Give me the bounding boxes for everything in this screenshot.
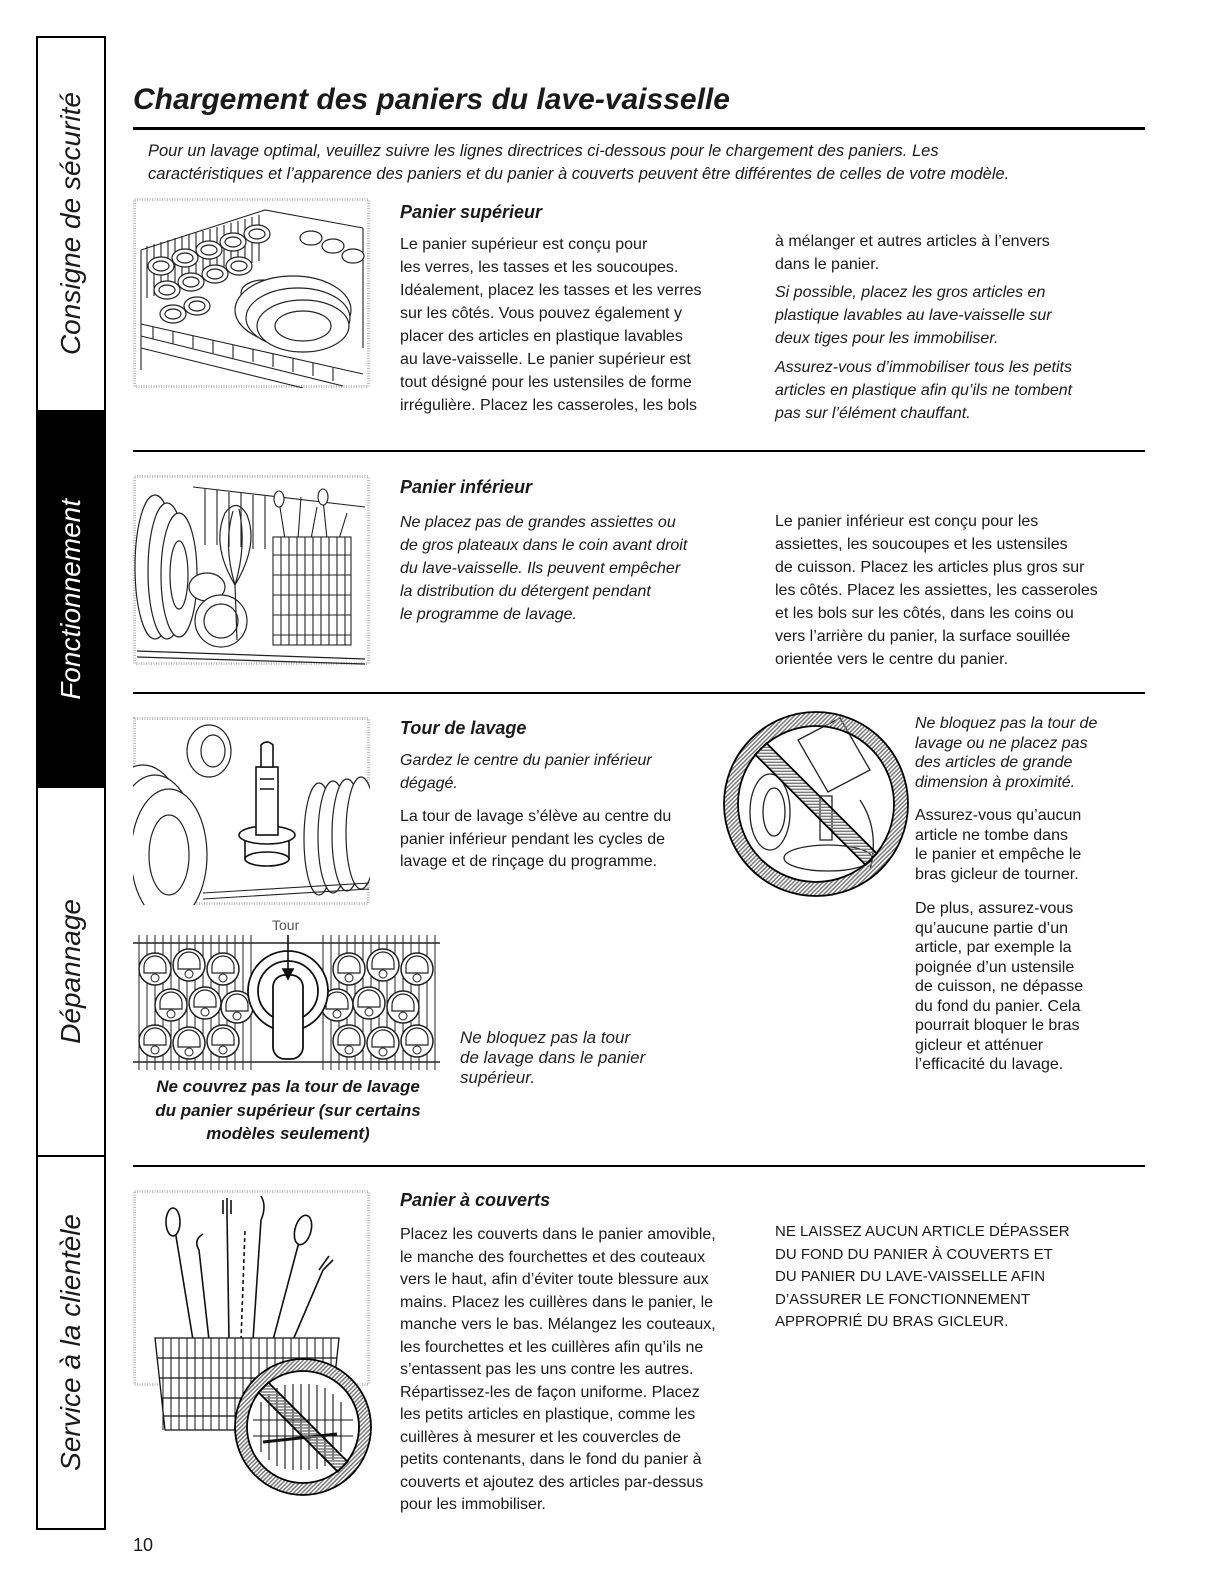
- wash-tower-protruding-items-note: De plus, assurez-vous qu’aucune partie d’un article, par exemple la poignée d’un ustensile de cuisson, ne dépasse du fond du panier. Cela pourrait bloquer le bras gicleur et atténuer l’efficacité du lavage.: [915, 900, 1084, 1073]
- no-blocking-tower-icon: [720, 700, 912, 907]
- silverware-basket-illustration: [133, 1190, 373, 1502]
- page-number: 10: [133, 1535, 154, 1555]
- cup: [187, 725, 231, 777]
- tab-consigne-de-securite: [38, 38, 104, 410]
- no-protruding-items-icon: [235, 1359, 371, 1495]
- upper-rack-heading: Panier supérieur: [400, 202, 543, 222]
- page-title: Chargement des paniers du lave-vaisselle: [133, 83, 730, 116]
- section-divider: [133, 450, 1145, 452]
- upper-rack-tower-top-view-illustration: [133, 935, 440, 1070]
- section-divider: [133, 1165, 1145, 1167]
- tab-label-service-a-la-clientele: Service à la clientèle: [55, 1214, 86, 1471]
- title-rule: [133, 127, 1145, 130]
- lower-rack-warning: Ne placez pas de grandes assiettes ou de gros plateaux dans le coin avant droit du lave-vaisselle. Ils peuvent empêcher la distribution du détergent pendant le programme de lavage.: [400, 514, 688, 623]
- wash-tower-heading: Tour de lavage: [400, 718, 527, 738]
- wash-tower-description: La tour de lavage s’élève au centre du panier inférieur pendant les cycles de lavage et de rinçage du programme.: [400, 808, 672, 870]
- silverware-basket-description: Placez les couverts dans le panier amovible, le manche des fourchettes et des couteaux vers le haut, afin d’éviter toute blessure aux mains. Placez les cuillères dans le panier, le manche vers le bas. Mélangez les couteaux, les fourchettes et les cuillères afin qu’ils ne s’entassent pas les uns contre les autres. Répartissez-les de façon uniforme. Placez les petits articles en plastique, comme les cuillères à mesurer et les couvercles de petits contenants, dans le fond du panier à couverts et ajoutez des articles par-dessus pour les immobiliser.: [400, 1226, 716, 1513]
- silverware-basket-heading: Panier à couverts: [400, 1190, 551, 1210]
- upper-rack-tip-large-items: Si possible, placez les gros articles en plastique lavables au lave-vaisselle sur deux tiges pour les immobiliser.: [775, 284, 1052, 347]
- lower-rack-illustration: [133, 475, 370, 665]
- wash-tower-warning: Ne bloquez pas la tour de lavage ou ne placez pas des articles de grande dimension à proximité.: [915, 715, 1098, 791]
- upper-rack-illustration: [133, 198, 370, 388]
- upper-tower-note: Ne bloquez pas la tour de lavage dans le panier supérieur.: [460, 1028, 646, 1087]
- lower-rack-heading: Panier inférieur: [400, 477, 533, 497]
- upper-rack-description: Le panier supérieur est conçu pour les verres, les tasses et les soucoupes. Idéalement, placez les tasses et les verres sur les côtés. Vous pouvez également y placer des articles en plastique lavables au lave-vaisselle. Le panier supérieur est tout désigné pour les ustensiles de forme irrégulière. Placez les casseroles, les bols: [400, 236, 702, 414]
- section-tabs: [36, 36, 106, 1530]
- tab-label-consigne-de-securite: Consigne de sécurité: [55, 92, 86, 356]
- tab-service-a-la-clientele: [38, 1155, 104, 1528]
- silverware-basket-warning: NE LAISSEZ AUCUN ARTICLE DÉPASSER DU FOND DU PANIER À COUVERTS ET DU PANIER DU LAVE-VAISSELLE AFIN D’ASSURER LE FONCTIONNEMENT APPROPRIÉ DU BRAS GICLEUR.: [775, 1223, 1070, 1330]
- lower-rack-description: Le panier inférieur est conçu pour les assiettes, les soucoupes et les ustensiles de cuisson. Placez les articles plus gros sur les côtés. Placez les assiettes, les casseroles et les bols sur les côtés, dans les coins ou vers l’arrière du panier, la surface souillée orientée vers le centre du panier.: [775, 513, 1098, 668]
- upper-rack-description-continued: à mélanger et autres articles à l’envers dans le panier.: [775, 233, 1050, 273]
- section-divider: [133, 692, 1145, 694]
- tower-callout-label: Tour: [272, 917, 300, 933]
- upper-tower-caption: Ne couvrez pas la tour de lavage du panier supérieur (sur certains modèles seulement): [155, 1077, 421, 1143]
- tab-depannage: [38, 786, 104, 1155]
- tab-label-depannage: Dépannage: [55, 899, 86, 1044]
- wash-tower-falling-items-note: Assurez-vous qu’aucun article ne tombe dans le panier et empêche le bras gicleur de tourner.: [915, 807, 1082, 883]
- tab-label-fonctionnement: Fonctionnement: [55, 498, 86, 700]
- wash-tower-keep-clear-note: Gardez le centre du panier inférieur dégagé.: [400, 752, 652, 792]
- upper-rack-tip-small-items: Assurez-vous d’immobiliser tous les petits articles en plastique afin qu’ils ne tombent pas sur l’élément chauffant.: [775, 359, 1073, 422]
- intro-paragraph: Pour un lavage optimal, veuillez suivre les lignes directrices ci-dessous pour le chargement des paniers. Les caractéristiques et l’apparence des paniers et du panier à couverts peuvent être différentes de celles de votre modèle.: [148, 142, 1010, 183]
- wash-tower-illustration: [133, 717, 370, 905]
- tab-fonctionnement: [38, 410, 104, 786]
